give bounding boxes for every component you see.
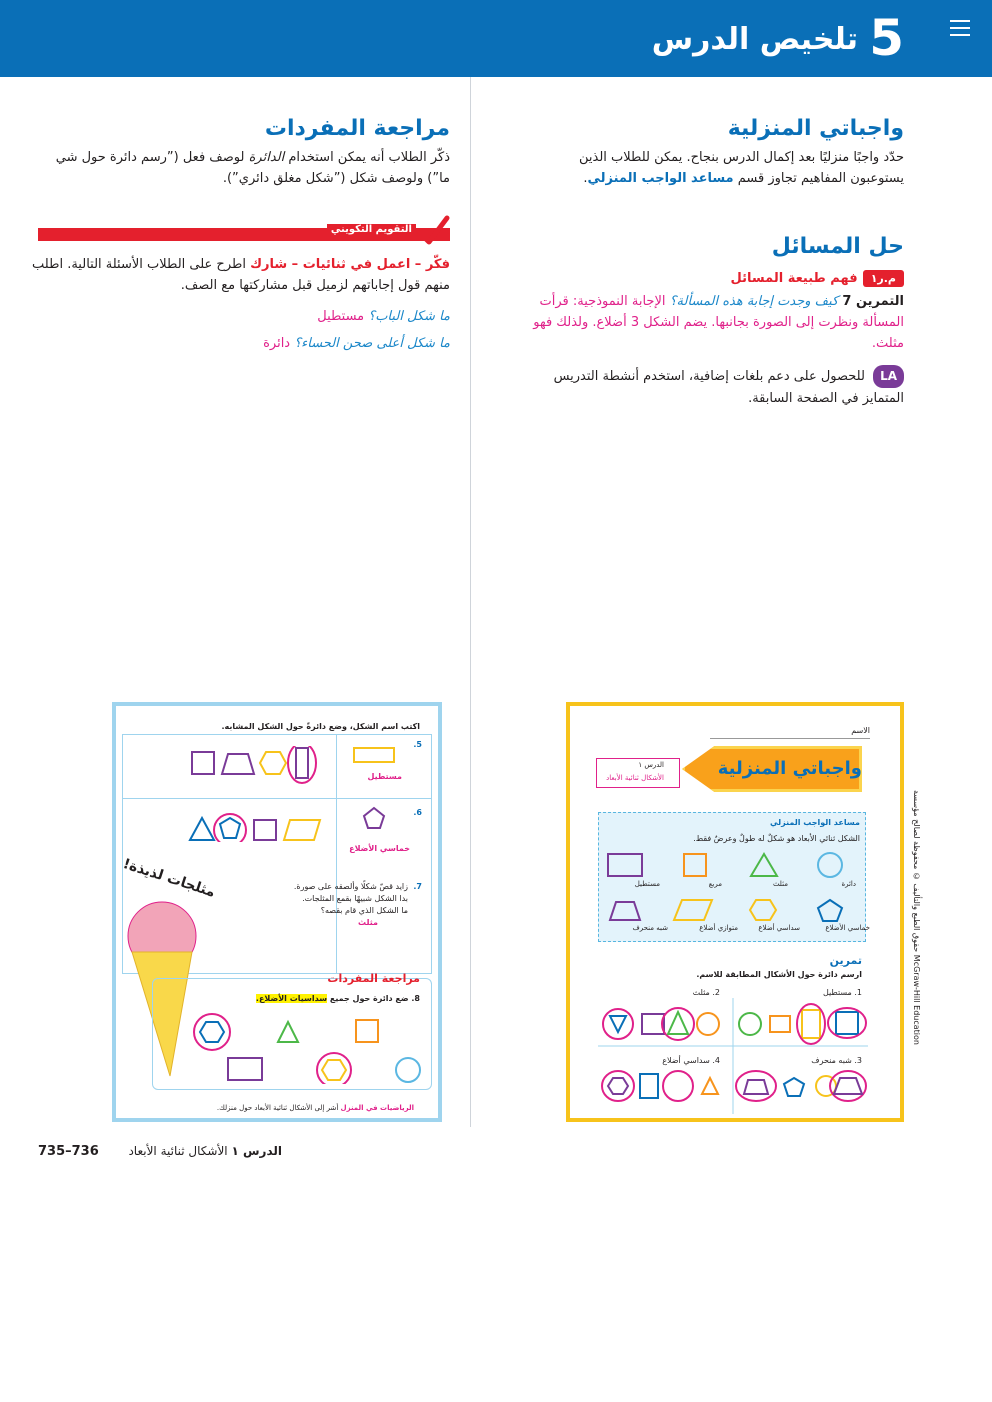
- homework-section: [524, 116, 904, 189]
- homework-text: حدّد واجبًا منزليًا بعد إكمال الدرس بنجاح. يمكن للطلاب الذين يستوعبون المفاهيم تجاوز قسم مساعد الواجب المنزلي.: [579, 150, 904, 186]
- circle-shape: [818, 853, 842, 877]
- practice-worksheet: اكتب اسم الشكل، وضع دائرةً حول الشكل المشابه. 5. مستطيل 6. خماسي الأضلاع 7. زايد قصّ شكلًا وألصقه على صورة. بدا الشكل شبيهًا بقمع المثلجات. ما الشكل الذي قام بقصه؟ مثلث مثلجات لذيذة! مراجعة المفردات 8. ضع دائرة حول جميع سداسيات الأضلاع. الرياضيات في المنزل أشر إلى الأشكال ثنائية الأبعاد حول منزلك.: [112, 702, 442, 1122]
- formative-text: فكّر – اعمل في ثنائيات – شارك اطرح على الطلاب الأسئلة التالية. اطلب منهم قول إجاباتهم لزميل قبل مشاركتها مع الصف.: [32, 257, 450, 293]
- parallelogram-shape: [674, 900, 712, 920]
- ws-shapes-5-6: [184, 746, 424, 842]
- vocab-heading: مراجعة المفردات: [264, 116, 450, 141]
- ws-banner-title: واجباتي المنزلية: [717, 758, 862, 779]
- header-title: تلخيص الدرس: [651, 22, 858, 57]
- ws-practice-shapes: [598, 998, 868, 1114]
- square-shape: [684, 854, 706, 876]
- la-section: [524, 365, 904, 409]
- speech-bubble: مثلجات لذيذة!: [121, 856, 218, 901]
- problem-solving-heading: حل المسائل: [771, 234, 904, 259]
- answer-6: خماسي الأضلاع: [349, 844, 410, 853]
- ws-name-label: الاسم: [851, 726, 870, 735]
- q8-text: 8. ضع دائرة حول جميع سداسيات الأضلاع.: [255, 994, 420, 1003]
- page-numbers: 735–736: [38, 1144, 99, 1159]
- header-number: 5: [869, 9, 904, 67]
- answer-5: مستطيل: [367, 772, 402, 781]
- checkmark-icon: [416, 214, 450, 248]
- menu-icon[interactable]: [950, 20, 970, 37]
- practice-tag: م.ر١: [863, 270, 904, 287]
- vocab-text: ذكّر الطلاب أنه يمكن استخدام الدائرة لوصف فعل (”رسم دائرة حول شي ما”) ولوصف شكل (”شكل مغلق دائري”).: [55, 150, 450, 186]
- ws-shapes-8: [160, 1008, 426, 1084]
- problem-solving-section: [514, 234, 904, 354]
- homework-worksheet: الاسم واجباتي المنزلية الدرس ١ الأشكال ثنائية الأبعاد مساعد الواجب المنزلي الشكل ثنائي الأبعاد هو شكلٌ له طولٌ وعرضٌ فقط. دائرة مثلث مربع مستطيل خماسي الأضلاع سداسي أضلاع متوازي أضلاع شبه منحرف تمرين ارسم دائرة حول الأشكال المطابقة للاسم. 1. مستطيل 2. مثلث 3. شبه منحرف 4. سداسي أضلاع: [566, 702, 904, 1122]
- column-divider: [470, 77, 471, 1127]
- la-badge: LA: [873, 365, 904, 388]
- formative-q1: ما شكل الباب؟ مستطيل: [317, 309, 450, 324]
- homework-heading: واجباتي المنزلية: [727, 116, 904, 141]
- lesson-header: [0, 0, 992, 77]
- home-note: الرياضيات في المنزل أشر إلى الأشكال ثنائية الأبعاد حول منزلك.: [216, 1104, 414, 1112]
- practice-title: فهم طبيعة المسائل: [730, 271, 858, 286]
- ws-copyright: حقوق الطبع والتأليف © محفوظة لصالح مؤسسة McGraw-Hill Education: [912, 790, 921, 1045]
- formative-q2: ما شكل أعلى صحن الحساء؟ دائرة: [263, 336, 450, 351]
- formative-assessment-bar: التقويم التكويني: [38, 228, 450, 241]
- triangle-shape: [751, 854, 777, 876]
- exercise-text: التمرين 7 كيف وجدت إجابة هذه المسألة؟ الإجابة النموذجية: قرأت المسألة ونظرت إلى الصورة بجانبها. يضم الشكل 3 أضلاع. ولذلك فهو مثلث.: [533, 294, 904, 351]
- vocab-section: [40, 116, 450, 189]
- answer-7: مثلث: [358, 918, 378, 927]
- rectangle-shape: [608, 854, 642, 876]
- homework-helper-link[interactable]: مساعد الواجب المنزلي: [587, 171, 734, 186]
- trapezoid-shape: [610, 902, 640, 920]
- footer-lesson: الدرس ١ الأشكال ثنائية الأبعاد: [128, 1144, 282, 1158]
- la-text: LA للحصول على دعم بلغات إضافية، استخدم أنشطة التدريس المتمايز في الصفحة السابقة.: [524, 365, 904, 409]
- pentagon-shape: [818, 900, 842, 921]
- formative-section: [30, 254, 450, 354]
- hexagon-shape: [750, 900, 776, 920]
